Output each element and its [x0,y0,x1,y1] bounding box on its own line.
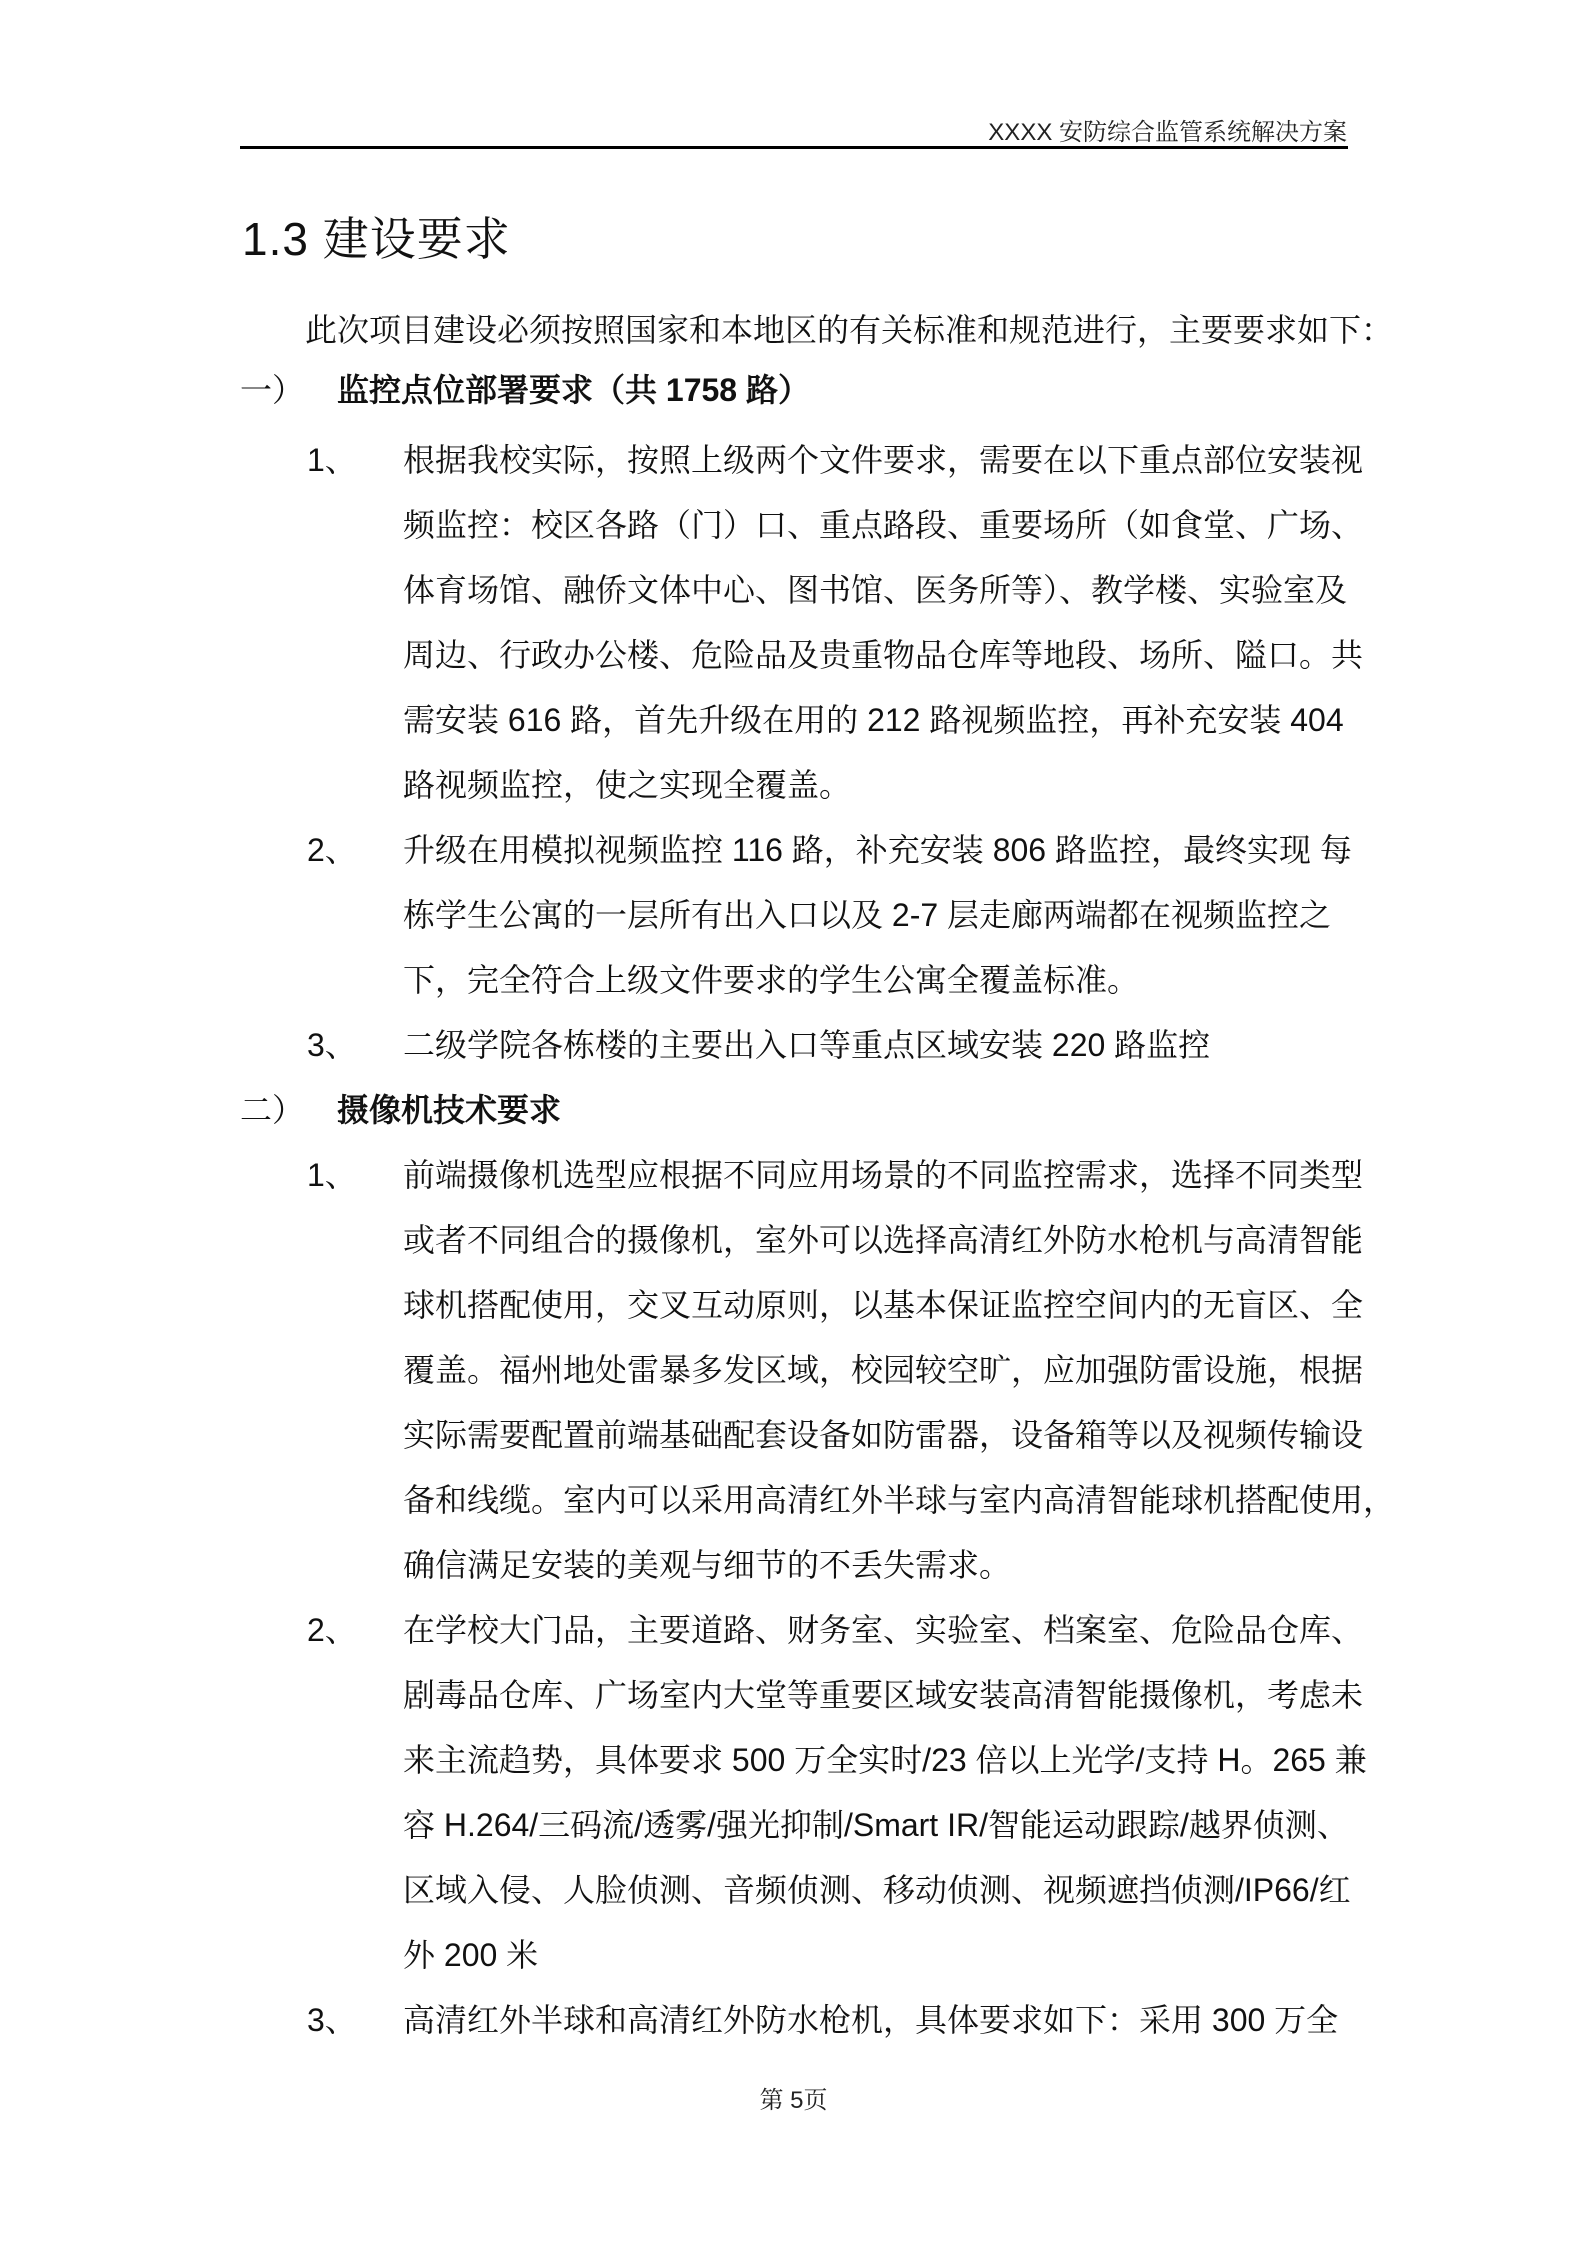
item-line: 频监控：校区各路（门）口、重点路段、重要场所（如食堂、广场、 [403,507,1364,543]
item-line: 覆盖。福州地处雷暴多发区域，校园较空旷，应加强防雷设施，根据 [403,1352,1364,1388]
section-title: 1.3 建设要求 [242,213,511,265]
header-title: XXXX 安防综合监管系统解决方案 [988,119,1347,146]
item-line: 前端摄像机选型应根据不同应用场景的不同监控需求，选择不同类型 [403,1157,1364,1193]
item-line: 需安装 616 路，首先升级在用的 212 路视频监控，再补充安装 404 [403,702,1344,738]
item-line: 二级学院各栋楼的主要出入口等重点区域安装 220 路监控 [403,1027,1211,1063]
header-divider [240,146,1348,149]
item-line: 体育场馆、融侨文体中心、图书馆、医务所等）、教学楼、实验室及 [403,572,1348,608]
section-intro: 此次项目建设必须按照国家和本地区的有关标准和规范进行，主要要求如下： [305,312,1394,348]
subsection-heading: 监控点位部署要求（共 1758 路） [337,372,810,408]
item-line: 剧毒品仓库、广场室内大堂等重要区域安装高清智能摄像机，考虑未 [403,1677,1364,1713]
item-line: 在学校大门品，主要道路、财务室、实验室、档案室、危险品仓库、 [403,1612,1364,1648]
item-marker: 1、 [307,1157,357,1193]
page-number: 第 5页 [759,2087,828,2114]
item-line: 外 200 米 [403,1937,539,1973]
item-marker: 3、 [307,1027,357,1063]
item-line: 球机搭配使用，交叉互动原则，以基本保证监控空间内的无盲区、全 [403,1287,1364,1323]
item-line: 备和线缆。室内可以采用高清红外半球与室内高清智能球机搭配使用， [403,1482,1396,1518]
subsection-heading: 摄像机技术要求 [337,1092,562,1128]
item-line: 容 H.264/三码流/透雾/强光抑制/Smart IR/智能运动跟踪/越界侦测、 [403,1807,1349,1843]
item-line: 升级在用模拟视频监控 116 路，补充安装 806 路监控，最终实现 每 [403,832,1352,868]
item-line: 来主流趋势，具体要求 500 万全实时/23 倍以上光学/支持 H。265 兼 [403,1742,1367,1778]
item-marker: 1、 [307,442,357,478]
item-line: 高清红外半球和高清红外防水枪机，具体要求如下：采用 300 万全 [403,2002,1339,2038]
item-marker: 2、 [307,1612,357,1648]
item-line: 或者不同组合的摄像机，室外可以选择高清红外防水枪机与高清智能 [403,1222,1364,1258]
item-line: 确信满足安装的美观与细节的不丢失需求。 [403,1547,1012,1583]
item-line: 区域入侵、人脸侦测、音频侦测、移动侦测、视频遮挡侦测/IP66/红 [403,1872,1351,1908]
item-line: 周边、行政办公楼、危险品及贵重物品仓库等地段、场所、隘口。共 [403,637,1364,673]
item-marker: 2、 [307,832,357,868]
item-line: 下，完全符合上级文件要求的学生公寓全覆盖标准。 [403,962,1140,998]
item-marker: 3、 [307,2002,357,2038]
item-line: 实际需要配置前端基础配套设备如防雷器，设备箱等以及视频传输设 [403,1417,1364,1453]
item-line: 栋学生公寓的一层所有出入口以及 2-7 层走廊两端都在视频监控之 [403,897,1332,933]
item-line: 路视频监控，使之实现全覆盖。 [403,767,852,803]
subsection-marker: 二） [240,1092,305,1128]
subsection-marker: 一） [240,372,305,408]
item-line: 根据我校实际，按照上级两个文件要求，需要在以下重点部位安装视 [403,442,1364,478]
